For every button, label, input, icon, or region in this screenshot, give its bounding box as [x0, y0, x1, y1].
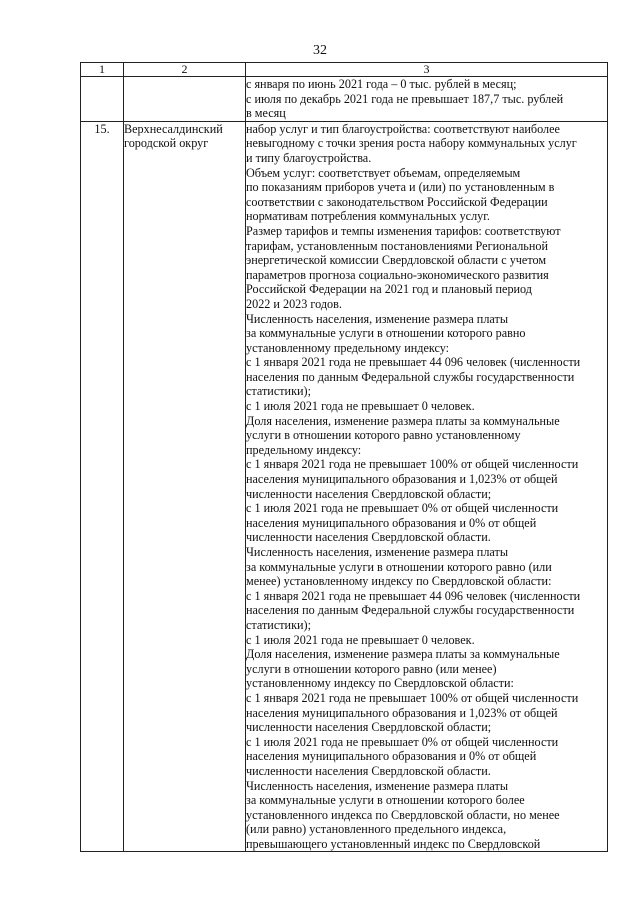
text-line: установленному предельному индексу:	[246, 340, 450, 355]
text-line: с 1 июля 2021 года не превышает 0% от общей численности	[246, 501, 559, 516]
text-line: Верхнесалдинский	[124, 121, 223, 136]
text-line: нормативам потребления коммунальных услуг.	[246, 209, 490, 224]
text-line: (или равно) установленного предельного индекса,	[246, 822, 507, 837]
header-col-1: 1	[81, 63, 124, 77]
text-line: набор услуг и тип благоустройства: соответствуют наиболее	[246, 121, 560, 136]
text-line: населения муниципального образования и 1,023% от общей	[246, 472, 558, 487]
page-number: 32	[313, 43, 327, 58]
text-line: установленному индексу по Свердловской области:	[246, 676, 514, 691]
text-line: соответствии с законодательством Российской Федерации	[246, 194, 548, 209]
text-line: предельному индексу:	[246, 442, 362, 457]
text-line: услуги в отношении которого равно установленному	[246, 428, 521, 443]
text-line: 2022 и 2023 годов.	[246, 296, 342, 311]
text-line: численности населения Свердловской области;	[246, 486, 492, 501]
text-line: с 1 июля 2021 года не превышает 0 человек.	[246, 632, 475, 647]
text-line: за коммунальные услуги в отношении которого равно (или	[246, 559, 552, 574]
header-col-2: 2	[124, 63, 246, 77]
text-line: статистики);	[246, 617, 311, 632]
text-line: с 1 июля 2021 года не превышает 0% от общей численности	[246, 734, 559, 749]
municipality-name	[124, 121, 246, 852]
text-line: численности населения Свердловской области.	[246, 763, 491, 778]
text-line: численности населения Свердловской области;	[246, 720, 492, 735]
text-line: Доля населения, изменение размера платы за коммунальные	[246, 647, 560, 662]
text-line: городской округ	[124, 136, 209, 151]
text-line: энергетической комиссии Свердловской области с учетом	[246, 253, 547, 268]
header-row	[81, 63, 608, 77]
text-line: параметров прогноза социально-экономического развития	[246, 267, 549, 282]
text-line: тарифам, установленным постановлениями Региональной	[246, 238, 548, 253]
cont-name-cell	[124, 77, 246, 122]
header-col-3: 3	[246, 63, 608, 77]
text-line: Численность населения, изменение размера платы	[246, 311, 509, 326]
tariff-table	[80, 62, 608, 852]
text-line: населения по данным Федеральной службы государственности	[246, 603, 575, 618]
text-line: менее) установленному индексу по Свердловской области:	[246, 574, 552, 589]
text-line: услуги в отношении которого равно (или менее)	[246, 661, 497, 676]
row-text-cell	[246, 121, 608, 852]
text-line: установленного индекса по Свердловской области, но менее	[246, 807, 560, 822]
text-line: населения муниципального образования и 0% от общей	[246, 749, 537, 764]
cont-text-cell	[246, 77, 608, 122]
table-row	[81, 121, 608, 852]
text-line: с 1 января 2021 года не превышает 100% от общей численности	[246, 457, 579, 472]
cont-num-cell	[81, 77, 124, 122]
text-line: за коммунальные услуги в отношении которого равно	[246, 326, 526, 341]
text-line: в месяц	[246, 106, 286, 121]
continuation-row	[81, 77, 608, 122]
text-line: Численность населения, изменение размера платы	[246, 778, 509, 793]
text-line: населения по данным Федеральной службы государственности	[246, 369, 575, 384]
text-line: Российской Федерации на 2021 год и плановый период	[246, 282, 532, 297]
text-line: и типу благоустройства.	[246, 150, 372, 165]
text-line: с 1 июля 2021 года не превышает 0 человек.	[246, 399, 475, 414]
text-line: Объем услуг: соответствует объемам, определяемым	[246, 165, 521, 180]
text-line: за коммунальные услуги в отношении которого более	[246, 793, 525, 808]
text-line: Размер тарифов и темпы изменения тарифов: соответствуют	[246, 223, 561, 238]
text-line: Доля населения, изменение размера платы за коммунальные	[246, 413, 560, 428]
text-line: по показаниям приборов учета и (или) по установленным в	[246, 180, 555, 195]
text-line: населения муниципального образования и 1,023% от общей	[246, 705, 558, 720]
text-line: населения муниципального образования и 0% от общей	[246, 515, 537, 530]
text-line: превышающего установленный индекс по Свердловской	[246, 836, 541, 851]
text-line: статистики);	[246, 384, 311, 399]
text-line: с 1 января 2021 года не превышает 44 096 человек (численности	[246, 355, 581, 370]
text-line: с 1 января 2021 года не превышает 100% от общей численности	[246, 690, 579, 705]
row-number: 15.	[81, 121, 124, 852]
text-line: Численность населения, изменение размера платы	[246, 545, 509, 559]
text-line: невыгодному с точки зрения роста набору коммунальных услуг	[246, 136, 577, 151]
text-line: с января по июнь 2021 года – 0 тыс. рублей в месяц;	[246, 77, 517, 91]
text-line: с 1 января 2021 года не превышает 44 096 человек (численности	[246, 588, 581, 603]
text-line: численности населения Свердловской области.	[246, 530, 491, 545]
text-line: с июля по декабрь 2021 года не превышает 187,7 тыс. рублей	[246, 91, 564, 106]
